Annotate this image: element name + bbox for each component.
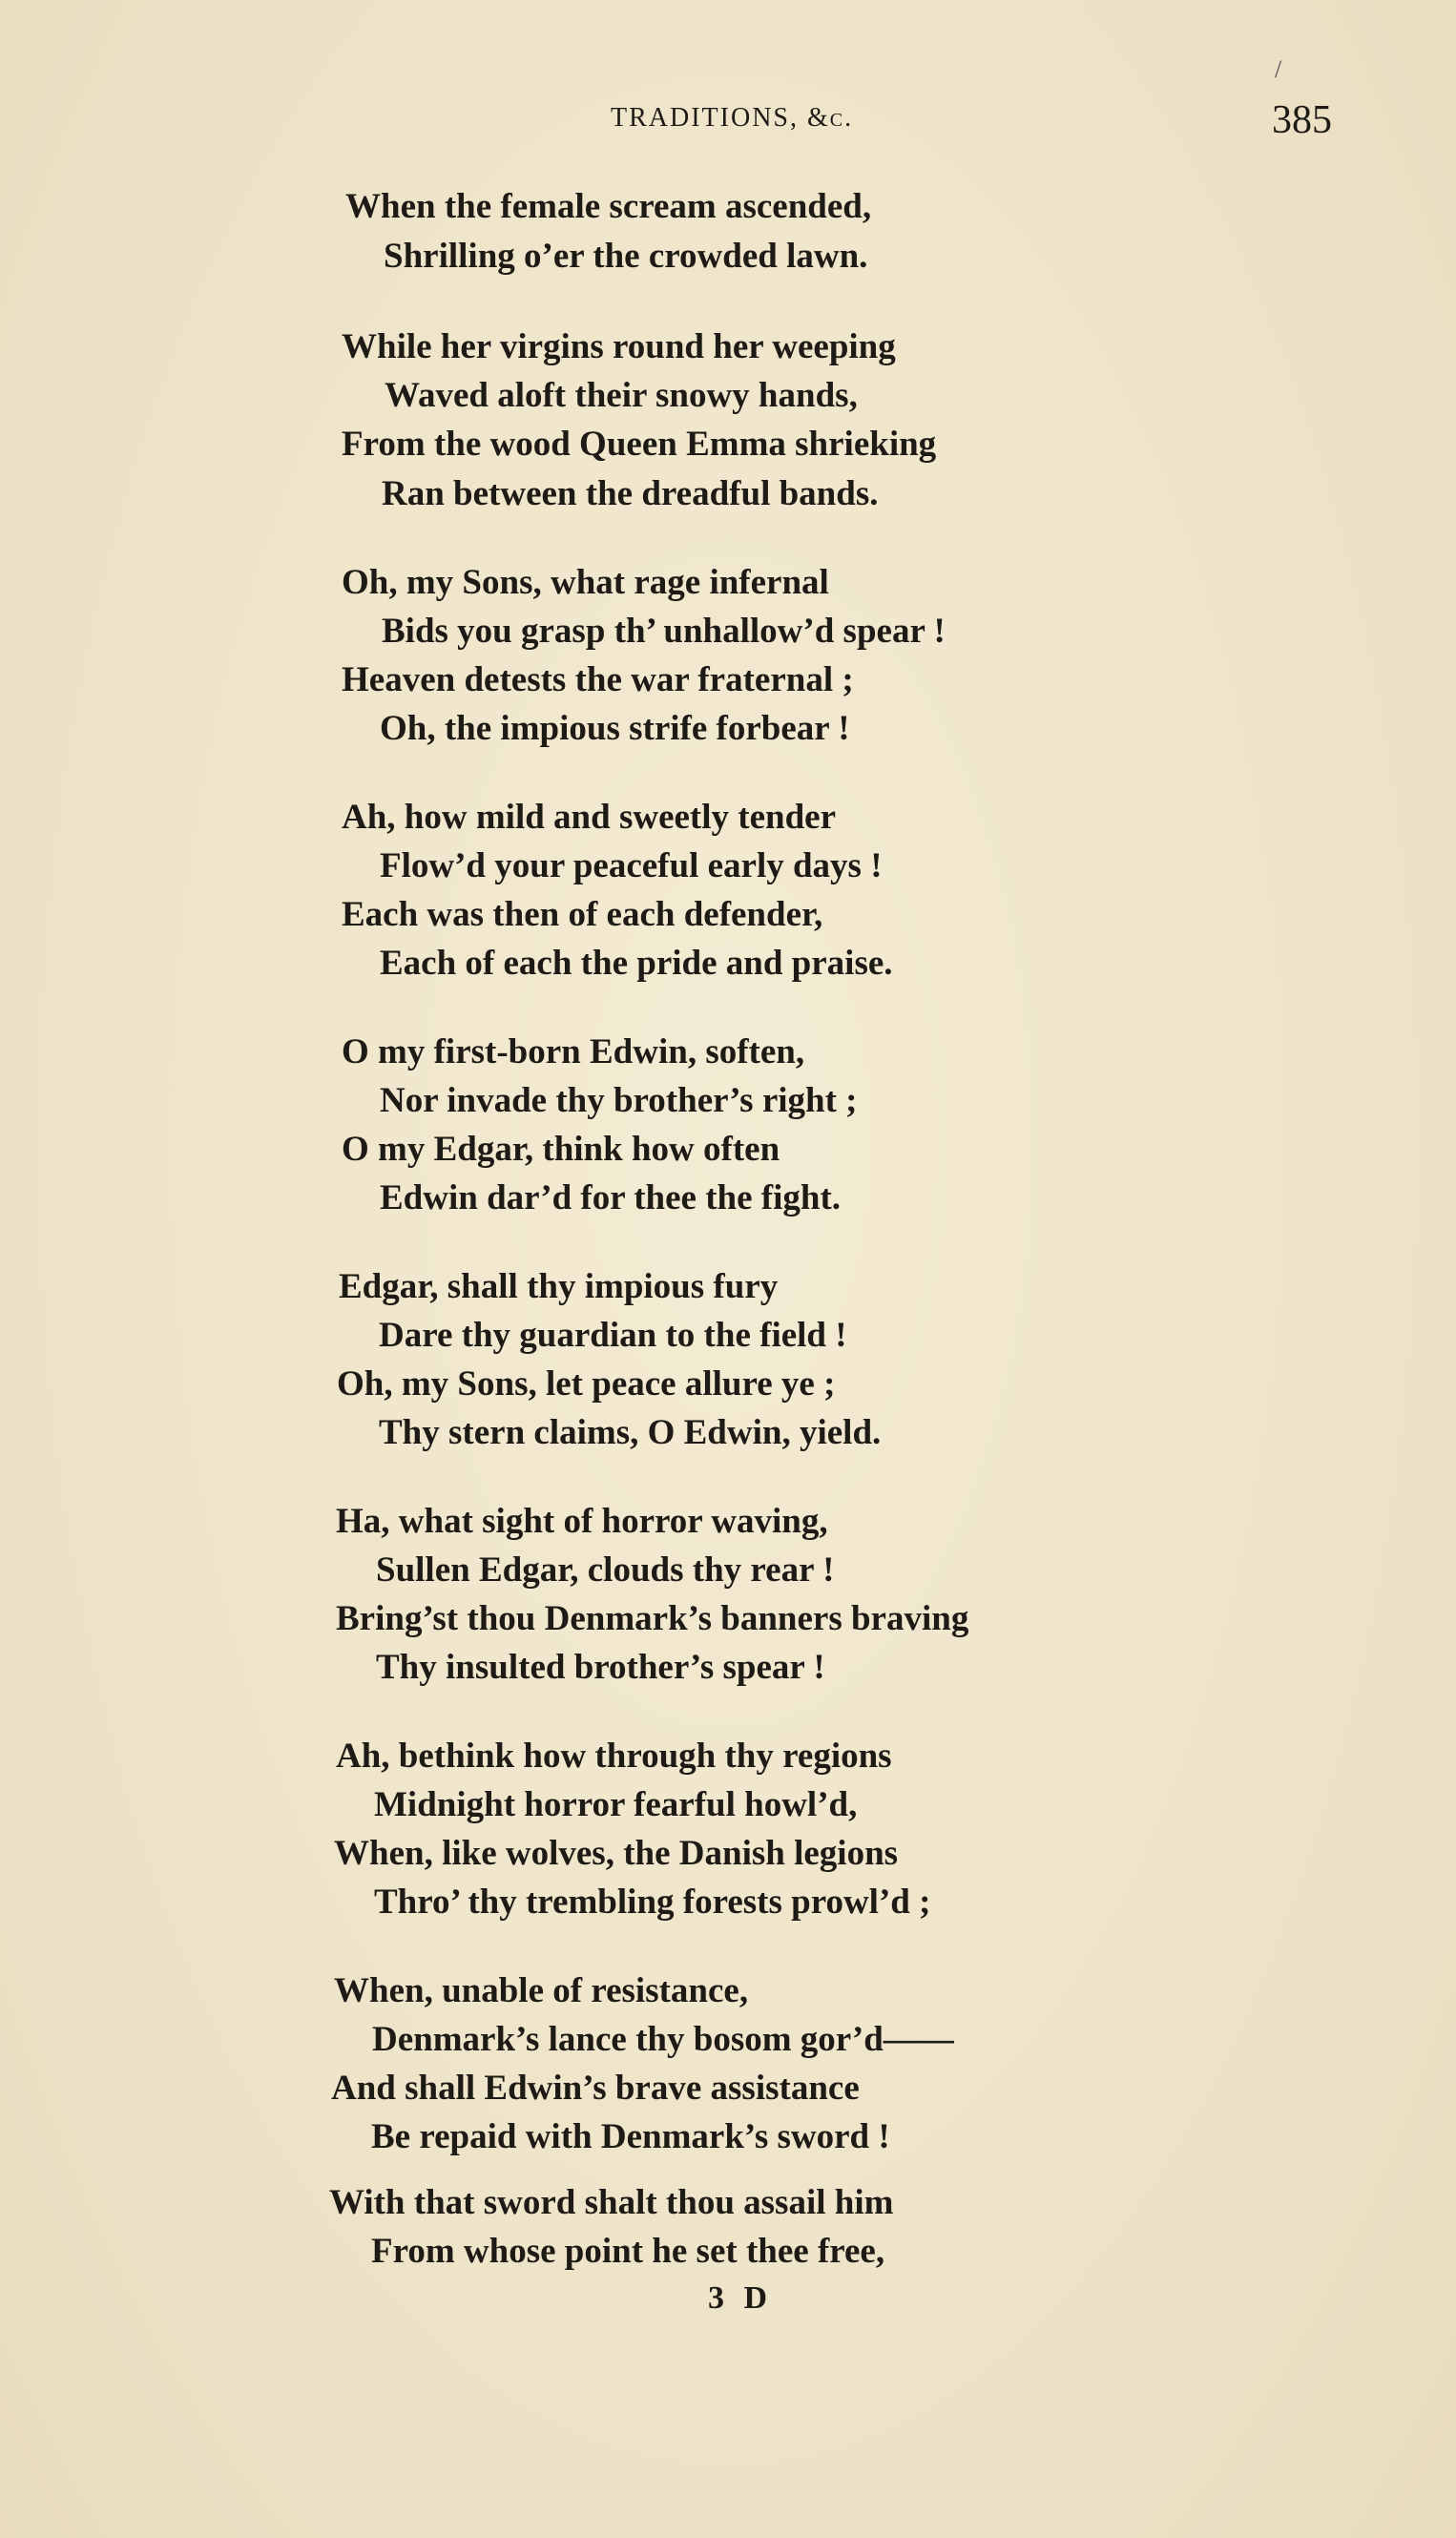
poem-line: And shall Edwin’s brave assistance [331,2069,860,2108]
poem-line: Oh, my Sons, what rage infernal [342,563,829,602]
poem-line: Thy insulted brother’s spear ! [376,1648,825,1687]
poem-line: Dare thy guardian to the field ! [379,1316,847,1355]
poem-line: Ah, bethink how through thy regions [336,1737,892,1776]
poem-line: From the wood Queen Emma shrieking [342,425,937,464]
poem-line: Each of each the pride and praise. [380,944,893,983]
poem-line: Waved aloft their snowy hands, [385,376,858,415]
poem-line: When, unable of resistance, [334,1971,749,2010]
poem-line: Thy stern claims, O Edwin, yield. [379,1413,882,1452]
poem-line: O my first-born Edwin, soften, [342,1032,805,1071]
poem-line: Ran between the dreadful bands. [382,474,879,513]
signature-mark: 3 D [708,2280,774,2316]
running-head: TRADITIONS, &c. [611,103,854,133]
poem-line: Bring’st thou Denmark’s banners braving [336,1599,969,1638]
poem-line: Shrilling o’er the crowded lawn. [384,237,868,276]
poem-line: O my Edgar, think how often [342,1130,780,1169]
poem-line: Ah, how mild and sweetly tender [342,798,837,837]
poem-line: When, like wolves, the Danish legions [334,1834,899,1873]
edge-mark: / [1275,55,1282,83]
poem-line: Edgar, shall thy impious fury [339,1267,779,1306]
poem-line: Denmark’s lance thy bosom gor’d—— [372,2020,954,2059]
poem-line: While her virgins round her weeping [342,327,896,366]
poem-line: From whose point he set thee free, [371,2232,885,2271]
poem-line: Thro’ thy trembling forests prowl’d ; [374,1883,931,1922]
poem-line: With that sword shalt thou assail him [329,2183,894,2222]
poem-line: Heaven detests the war fraternal ; [342,660,854,699]
page-number: 385 [1272,98,1332,142]
poem-line: Oh, the impious strife forbear ! [380,709,850,748]
poem-line: Each was then of each defender, [342,895,823,934]
poem-line: Oh, my Sons, let peace allure ye ; [337,1364,836,1404]
poem-line: When the female scream ascended, [345,187,872,226]
poem-line: Midnight horror fearful howl’d, [374,1785,858,1824]
poem-line: Edwin dar’d for thee the fight. [380,1178,842,1217]
poem-line: Be repaid with Denmark’s sword ! [371,2117,890,2156]
poem-line: Sullen Edgar, clouds thy rear ! [376,1550,835,1590]
poem-line: Ha, what sight of horror waving, [336,1502,828,1541]
poem-line: Bids you grasp th’ unhallow’d spear ! [382,612,946,651]
poem-line: Flow’d your peaceful early days ! [380,846,883,885]
poem-line: Nor invade thy brother’s right ; [380,1081,858,1120]
